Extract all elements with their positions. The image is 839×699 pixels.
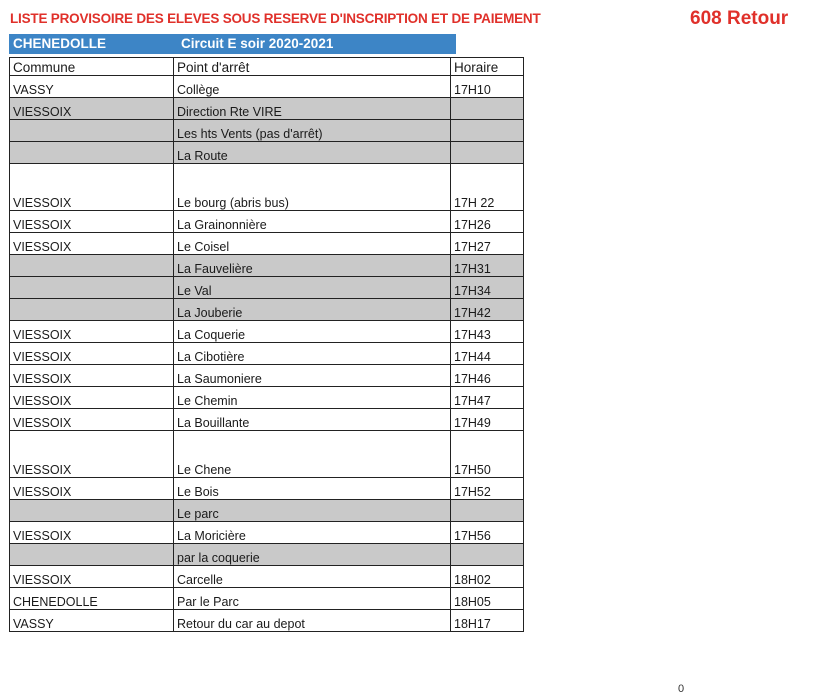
cell-commune: VIESSOIX — [10, 164, 174, 211]
cell-stop: La Coquerie — [174, 321, 451, 343]
table-row — [10, 277, 524, 299]
cell-time: 17H52 — [451, 478, 524, 500]
cell-commune: VIESSOIX — [10, 409, 174, 431]
cell-commune — [10, 120, 174, 142]
cell-stop: Retour du car au depot — [174, 610, 451, 632]
cell-commune — [10, 255, 174, 277]
cell-stop: Le Chemin — [174, 387, 451, 409]
cell-commune: VIESSOIX — [10, 478, 174, 500]
document-title: LISTE PROVISOIRE DES ELEVES SOUS RESERVE D'INSCRIPTION ET DE PAIEMENT — [10, 11, 541, 26]
cell-commune: VIESSOIX — [10, 211, 174, 233]
band-commune: CHENEDOLLE — [13, 36, 107, 51]
cell-commune: VIESSOIX — [10, 343, 174, 365]
route-number: 608 Retour — [690, 8, 789, 29]
cell-time: 17H34 — [451, 277, 524, 299]
cell-stop: Par le Parc — [174, 588, 451, 610]
header-time: Horaire — [451, 58, 524, 76]
cell-commune: VIESSOIX — [10, 365, 174, 387]
cell-stop: Le parc — [174, 500, 451, 522]
cell-commune: VASSY — [10, 76, 174, 98]
band-circuit: Circuit E soir 2020-2021 — [181, 36, 334, 51]
table-row — [10, 522, 524, 544]
cell-time — [451, 500, 524, 522]
cell-stop: Collège — [174, 76, 451, 98]
cell-time: 17H44 — [451, 343, 524, 365]
table-row — [10, 544, 524, 566]
table-row — [10, 431, 524, 478]
table-row — [10, 164, 524, 211]
cell-stop: La Moricière — [174, 522, 451, 544]
cell-stop: La Saumoniere — [174, 365, 451, 387]
cell-commune — [10, 277, 174, 299]
cell-time: 17H50 — [451, 431, 524, 478]
header-stop: Point d'arrêt — [174, 58, 451, 76]
cell-stop: Le Chene — [174, 431, 451, 478]
cell-commune: CHENEDOLLE — [10, 588, 174, 610]
cell-stop: Le Val — [174, 277, 451, 299]
cell-time — [451, 120, 524, 142]
cell-time — [451, 544, 524, 566]
table-row — [10, 321, 524, 343]
cell-time — [451, 142, 524, 164]
table-row — [10, 255, 524, 277]
cell-commune: VIESSOIX — [10, 431, 174, 478]
commune-band — [9, 34, 456, 54]
table-row — [10, 211, 524, 233]
cell-time: 17H47 — [451, 387, 524, 409]
cell-time: 17H 22 — [451, 164, 524, 211]
cell-stop: La Jouberie — [174, 299, 451, 321]
corner-mark: 0 — [678, 683, 685, 695]
table-row — [10, 588, 524, 610]
cell-commune: VIESSOIX — [10, 321, 174, 343]
cell-commune: VIESSOIX — [10, 387, 174, 409]
table-row — [10, 387, 524, 409]
cell-stop: Le bourg (abris bus) — [174, 164, 451, 211]
table-row — [10, 343, 524, 365]
cell-commune: VIESSOIX — [10, 233, 174, 255]
table-row — [10, 500, 524, 522]
cell-time — [451, 98, 524, 120]
cell-stop: Les hts Vents (pas d'arrêt) — [174, 120, 451, 142]
cell-time: 17H43 — [451, 321, 524, 343]
cell-time: 18H02 — [451, 566, 524, 588]
table-row — [10, 120, 524, 142]
cell-stop: La Fauvelière — [174, 255, 451, 277]
cell-time: 18H17 — [451, 610, 524, 632]
table-row — [10, 610, 524, 632]
cell-time: 17H49 — [451, 409, 524, 431]
table-row — [10, 299, 524, 321]
table-row — [10, 566, 524, 588]
cell-time: 17H42 — [451, 299, 524, 321]
cell-stop: La Cibotière — [174, 343, 451, 365]
table-row — [10, 478, 524, 500]
table-row — [10, 142, 524, 164]
cell-commune — [10, 299, 174, 321]
table-row — [10, 76, 524, 98]
cell-stop: La Route — [174, 142, 451, 164]
cell-stop: Le Coisel — [174, 233, 451, 255]
cell-time: 17H27 — [451, 233, 524, 255]
cell-time: 17H31 — [451, 255, 524, 277]
cell-commune: VIESSOIX — [10, 98, 174, 120]
cell-time: 17H10 — [451, 76, 524, 98]
cell-time: 17H46 — [451, 365, 524, 387]
table-row — [10, 233, 524, 255]
cell-commune — [10, 544, 174, 566]
cell-stop: Le Bois — [174, 478, 451, 500]
cell-stop: La Bouillante — [174, 409, 451, 431]
table-header-row — [10, 58, 524, 76]
cell-stop: Carcelle — [174, 566, 451, 588]
stops-table — [9, 57, 524, 632]
cell-stop: par la coquerie — [174, 544, 451, 566]
cell-stop: Direction Rte VIRE — [174, 98, 451, 120]
cell-commune: VIESSOIX — [10, 566, 174, 588]
cell-time: 18H05 — [451, 588, 524, 610]
cell-time: 17H26 — [451, 211, 524, 233]
header-commune: Commune — [10, 58, 174, 76]
table-body — [10, 76, 524, 632]
table-row — [10, 365, 524, 387]
cell-commune: VASSY — [10, 610, 174, 632]
cell-commune: VIESSOIX — [10, 522, 174, 544]
cell-time: 17H56 — [451, 522, 524, 544]
table-row — [10, 409, 524, 431]
cell-commune — [10, 500, 174, 522]
table-row — [10, 98, 524, 120]
cell-commune — [10, 142, 174, 164]
cell-stop: La Grainonnière — [174, 211, 451, 233]
